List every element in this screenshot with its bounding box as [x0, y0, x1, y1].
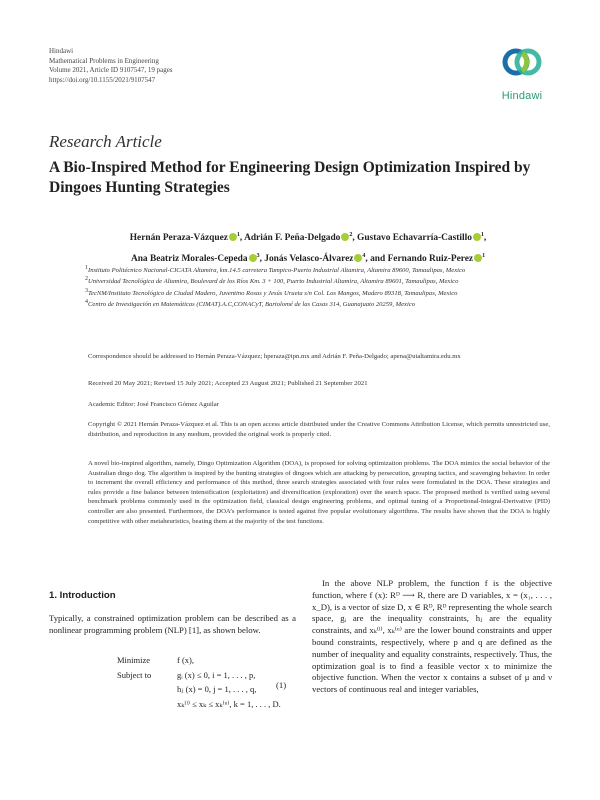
affiliation: 4 Centro de Investigación en Matemáticas (CIMAT).A.C,CONACyT, Bartolomé de las Casas 314, Guanajuato 20259, Mexico [85, 298, 416, 308]
hindawi-logo-icon [496, 42, 548, 88]
author-name[interactable]: Hernán Peraza-Vázquez [129, 233, 228, 244]
publication-dates: Received 20 May 2021; Revised 15 July 2021; Accepted 23 August 2021; Published 21 September 2021 [88, 380, 368, 387]
journal-doi[interactable]: https://doi.org/10.1155/2021/9107547 [49, 75, 156, 84]
eq-minimize-label: Minimize [117, 655, 151, 665]
affiliations [85, 265, 558, 311]
author-line-1: Hernán Peraza-Vázquez $^1$, Adrián F. Peña-Delgado $^2$, Gustavo Echavarría-Castillo $^1$, [129, 232, 487, 244]
author-list [58, 226, 558, 268]
abstract: A novel bio-inspired algorithm, namely, Dingo Optimization Algorithm (DOA), is proposed for solving optimization problems. The DOA mimics the social behavior of the Australian dingo dog. The algorithm is inspired by the hunting strategies of dingoes which are attacking by persecution, grouping tactics, and scavenging behavior. In order to increment the overall efficiency and performance of this method, three search strategies associated with four rules were formulated in the DOA. These strategies and rules provide a fine balance between intensification (exploitation) and diversification (exploration) over the search space. The proposed method is verified using several benchmark problems commonly used in the optimization field, classical design engineering problems, and optimal tuning of a Proportional-Integral-Derivative (PID) controller are also presented. Furthermore, the DOA’s performance is tested against five popular evolutionary algorithms. The results have shown that the DOA is highly competitive with other metaheuristics, beating them at the majority of the test functions. [88, 460, 550, 525]
author-name[interactable]: and Fernando Ruiz-Perez [370, 254, 474, 265]
eq-constraint: hⱼ (x) = 0, j = 1, . . . , q, [177, 684, 257, 694]
orcid-icon[interactable] [229, 233, 237, 241]
eq-subject-label: Subject to [117, 669, 152, 680]
journal-info [49, 47, 173, 85]
orcid-icon[interactable] [249, 254, 257, 262]
affiliation: 1 Instituto Politécnico Nacional-CICATA Altamira, km.14.5 carretera Tampico-Puerto Industrial Altamira, Altamira 89600, Tamaulipas, Mexico [85, 265, 466, 274]
paper-title: A Bio-Inspired Method for Engineering Design Optimization Inspired by Dingoes Hunting Strategies [49, 159, 531, 196]
equation-number: (1) [276, 680, 287, 690]
equation-1 [117, 653, 297, 711]
author-name[interactable]: Ana Beatriz Morales-Cepeda [130, 254, 248, 265]
intro-paragraph-2: In the above NLP problem, the function f is the objective function, where f (x): Rᴰ ⟶ R, there are D variables, x = (x₁, . . . , x_D), is a vector of size D, x ∈ Rᴰ, Rᴰ representing the whole search space, gᵢ are the inequality constraints, hⱼ are the equality constraints, and xₖ⁽ˡ⁾, xₖ⁽ᵘ⁾ are the lower bound constraints and upper bound constraints, respectively, where p and q are defined as the number of inequality and equality constraints, respectively. Thus, the optimization goal is to find a feasible vector x to minimize the objective function. When the vector x contains a subset of μ and ν vectors of continuous real and integer variables, [312, 578, 552, 695]
author-name[interactable]: Adrián F. Peña-Delgado [244, 233, 341, 244]
publisher-name: Hindawi [49, 47, 74, 55]
author-name[interactable]: Jonás Velasco-Álvarez [264, 254, 354, 265]
journal-name: Mathematical Problems in Engineering [49, 56, 159, 65]
hindawi-logo [496, 42, 548, 104]
affiliation: 2 Universidad Tecnológica de Altamira, Boulevard de los Ríos Km. 3 + 100, Puerto Industrial Altamira, Altamira 89601, Tamaulipas, Mexico [85, 276, 459, 286]
correspondence: Correspondence should be addressed to Hernán Peraza-Vázquez; hperaza@ipn.mx and Adrián F. Peña-Delgado; apena@utaltamira.edu.mx [88, 353, 461, 360]
journal-volume: Volume 2021, Article ID 9107547, 19 pages [49, 66, 173, 75]
eq-constraint: xₖ⁽ˡ⁾ ≤ xₖ ≤ xₖ⁽ᵘ⁾, k = 1, . . . , D. [177, 698, 281, 709]
article-type: Research Article [49, 132, 162, 151]
orcid-icon[interactable] [473, 233, 481, 241]
affiliation: 3 TecNM/Instituto Tecnológico de Ciudad Madero, Juventino Rosas y Jesús Urueta s/n Col. Los Mangos, Madero 89318, Tamaulipas, Mexico [85, 287, 458, 297]
author-name[interactable]: Gustavo Echavarría-Castillo [357, 233, 472, 244]
logo-wordmark: Hindawi [501, 90, 543, 102]
orcid-icon[interactable] [474, 254, 482, 262]
eq-constraint: gᵢ (x) ≤ 0, i = 1, . . . , p, [177, 669, 256, 680]
section-heading: 1. Introduction [49, 590, 116, 601]
academic-editor: Academic Editor: José Francisco Gómez Aguilar [88, 401, 219, 408]
author-line-2: Ana Beatriz Morales-Cepeda $^3$, Jonás Velasco-Álvarez $^4$, and Fernando Ruiz-Perez $^1$ [130, 253, 486, 265]
copyright-notice: Copyright © 2021 Hernán Peraza-Vázquez et al. This is an open access article distributed under the Creative Commons Attribution License, which permits unrestricted use, distribution, and reproduction in any medium, provided the original work is properly cited. [88, 421, 550, 438]
intro-paragraph-1: Typically, a constrained optimization problem can be described as a nonlinear programming problem (NLP) [1], as shown below. [49, 613, 296, 635]
eq-objective: f (x), [177, 655, 194, 665]
